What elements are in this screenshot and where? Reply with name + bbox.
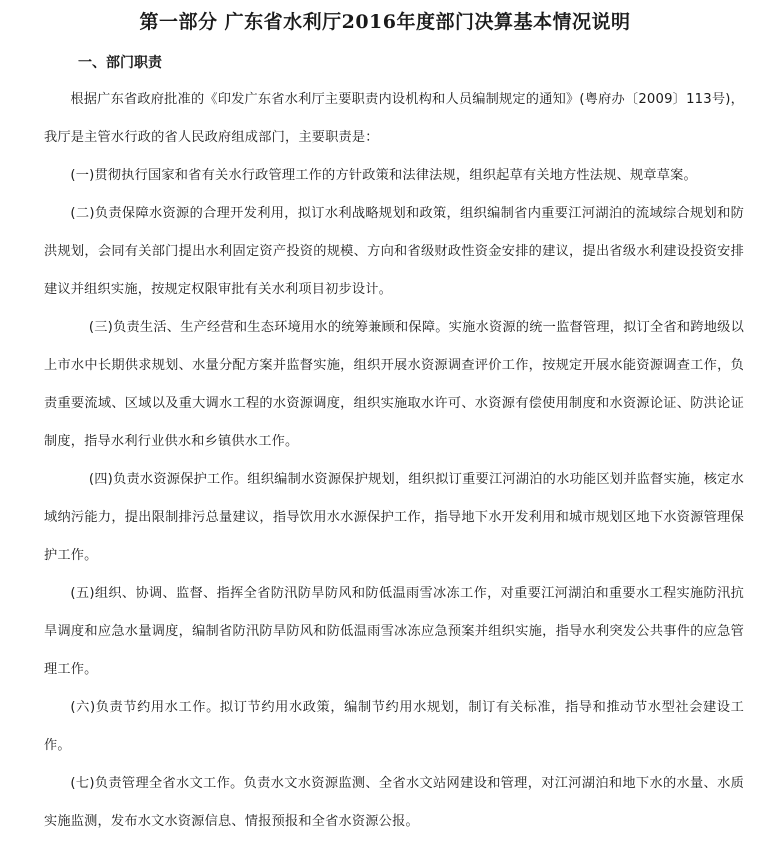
page-title: 第一部分 广东省水利厅2016年度部门决算基本情况说明	[139, 11, 631, 33]
section-heading: 一、部门职责	[78, 55, 162, 71]
duty-paragraph-7: (七)负责管理全省水文工作。负责水文水资源监测、全省水文站网建设和管理，对江河湖泊和地下水的水量、水质实施监测，发布水文水资源信息、情报预报和全省水资源公报。	[44, 776, 744, 829]
intro-paragraph: 根据广东省政府批准的《印发广东省水利厅主要职责内设机构和人员编制规定的通知》(粤府办〔2009〕113号)，我厅是主管水行政的省人民政府组成部门，主要职责是：	[44, 92, 744, 145]
duty-paragraph-1: (一)贯彻执行国家和省有关水行政管理工作的方针政策和法律法规，组织起草有关地方性法规、规章草案。	[70, 168, 697, 183]
duty-paragraph-3: (三)负责生活、生产经营和生态环境用水的统筹兼顾和保障。实施水资源的统一监督管理，拟订全省和跨地级以上市水中长期供求规划、水量分配方案并监督实施，组织开展水资源调查评价工作，按规定开展水能资源调查工作，负责重要流域、区域以及重大调水工程的水资源调度，组织实施取水许可、水资源有偿使用制度和水资源论证、防洪论证制度，指导水利行业供水和乡镇供水工作。	[44, 320, 744, 449]
duty-paragraph-4: (四)负责水资源保护工作。组织编制水资源保护规划，组织拟订重要江河湖泊的水功能区划并监督实施，核定水域纳污能力，提出限制排污总量建议，指导饮用水水源保护工作，指导地下水开发利用和城市规划区地下水资源管理保护工作。	[44, 472, 744, 563]
duty-paragraph-2: (二)负责保障水资源的合理开发利用，拟订水利战略规划和政策，组织编制省内重要江河湖泊的流域综合规划和防洪规划，会同有关部门提出水利固定资产投资的规模、方向和省级财政性资金安排的建议，提出省级水利建设投资安排建议并组织实施，按规定权限审批有关水利项目初步设计。	[44, 206, 744, 297]
duty-paragraph-6: (六)负责节约用水工作。拟订节约用水政策，编制节约用水规划，制订有关标准，指导和推动节水型社会建设工作。	[44, 700, 744, 753]
duty-paragraph-5: (五)组织、协调、监督、指挥全省防汛防旱防风和防低温雨雪冰冻工作，对重要江河湖泊和重要水工程实施防汛抗旱调度和应急水量调度，编制省防汛防旱防风和防低温雨雪冰冻应急预案并组织实施，指导水利突发公共事件的应急管理工作。	[44, 586, 744, 677]
